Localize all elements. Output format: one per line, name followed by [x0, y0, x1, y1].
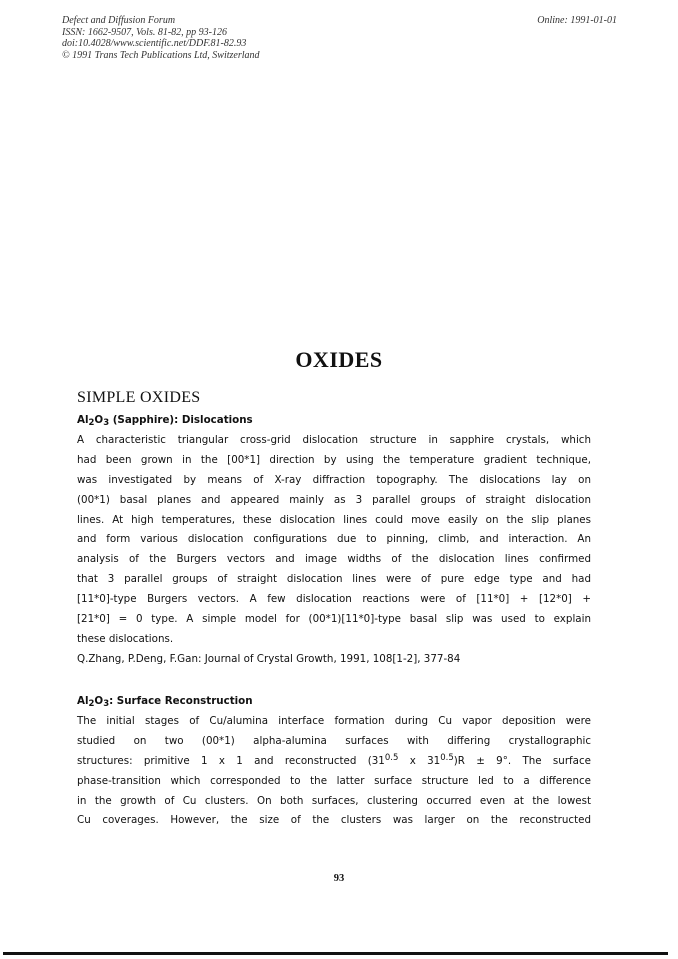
page-number: 93: [333, 873, 345, 884]
footer-rule: [3, 952, 668, 955]
online-date: Online: 1991-01-01: [537, 15, 617, 26]
body-line: analysis of the Burgers vectors and image widths of the dislocation lines confirmed: [77, 553, 591, 566]
body-line-with-superscripts: structures: primitive 1 x 1 and reconstructed ($31^{0.5}$ x $31^{0.5})R \pm 9^\circ$. The surface: [77, 752, 591, 767]
body-line: Cu coverages. However, the size of the clusters was larger on the reconstructed: [77, 814, 591, 827]
section-title: SIMPLE OXIDES: [77, 389, 201, 406]
body-line: that 3 parallel groups of straight dislocation lines were of pure edge type and had: [77, 573, 591, 586]
body-line: The initial stages of Cu/alumina interface formation during Cu vapor deposition were: [77, 714, 591, 727]
doi-line: doi:10.4028/www.scientific.net/DDF.81-82.93: [62, 38, 247, 49]
body-line: these dislocations.: [77, 632, 174, 645]
body-line: [21*0] = 0 type. A simple model for (00*1)[11*0]-type basal slip was used to explain: [77, 613, 591, 626]
body-line: in the growth of Cu clusters. On both surfaces, clustering occurred even at the lowest: [77, 794, 591, 807]
body-line: phase-transition which corresponded to the latter surface structure led to a difference: [77, 774, 591, 787]
entry-sapphire-dislocations: [77, 411, 591, 670]
body-line: had been grown in the [00*1] direction by using the temperature gradient technique,: [77, 453, 591, 466]
publication-metadata: [62, 15, 260, 61]
entry-title: $Al_2O_3$ (Sapphire): Dislocations: [77, 414, 253, 428]
journal-name: Defect and Diffusion Forum: [62, 15, 176, 26]
body-line: A characteristic triangular cross-grid dislocation structure in sapphire crystals, which: [77, 433, 591, 446]
entry-body: [77, 431, 591, 650]
chapter-title: OXIDES: [295, 347, 383, 372]
body-line: was investigated by means of X-ray diffraction topography. The dislocations lay on: [77, 473, 591, 486]
body-line: and form various dislocation configurations due to pinning, climb, and interaction. An: [77, 533, 591, 546]
entry-body: [77, 712, 591, 831]
body-line: lines. At high temperatures, these dislocation lines could move easily on the slip planes: [77, 513, 591, 526]
issn-line: ISSN: 1662-9507, Vols. 81-82, pp 93-126: [62, 26, 227, 38]
citation: Q.Zhang, P.Deng, F.Gan: Journal of Crystal Growth, 1991, 108[1-2], 377-84: [77, 652, 461, 665]
entry-title: $Al_2O_3$: Surface Reconstruction: [77, 695, 253, 709]
body-line: [11*0]-type Burgers vectors. A few dislocation reactions were of [11*0] + [12*0] +: [77, 593, 591, 606]
copyright-line: © 1991 Trans Tech Publications Ltd, Switzerland: [62, 49, 260, 61]
body-line: studied on two (00*1) alpha-alumina surfaces with differing crystallographic: [77, 734, 591, 747]
body-line: (00*1) basal planes and appeared mainly as 3 parallel groups of straight dislocation: [77, 493, 591, 506]
entry-surface-reconstruction: [77, 692, 591, 831]
